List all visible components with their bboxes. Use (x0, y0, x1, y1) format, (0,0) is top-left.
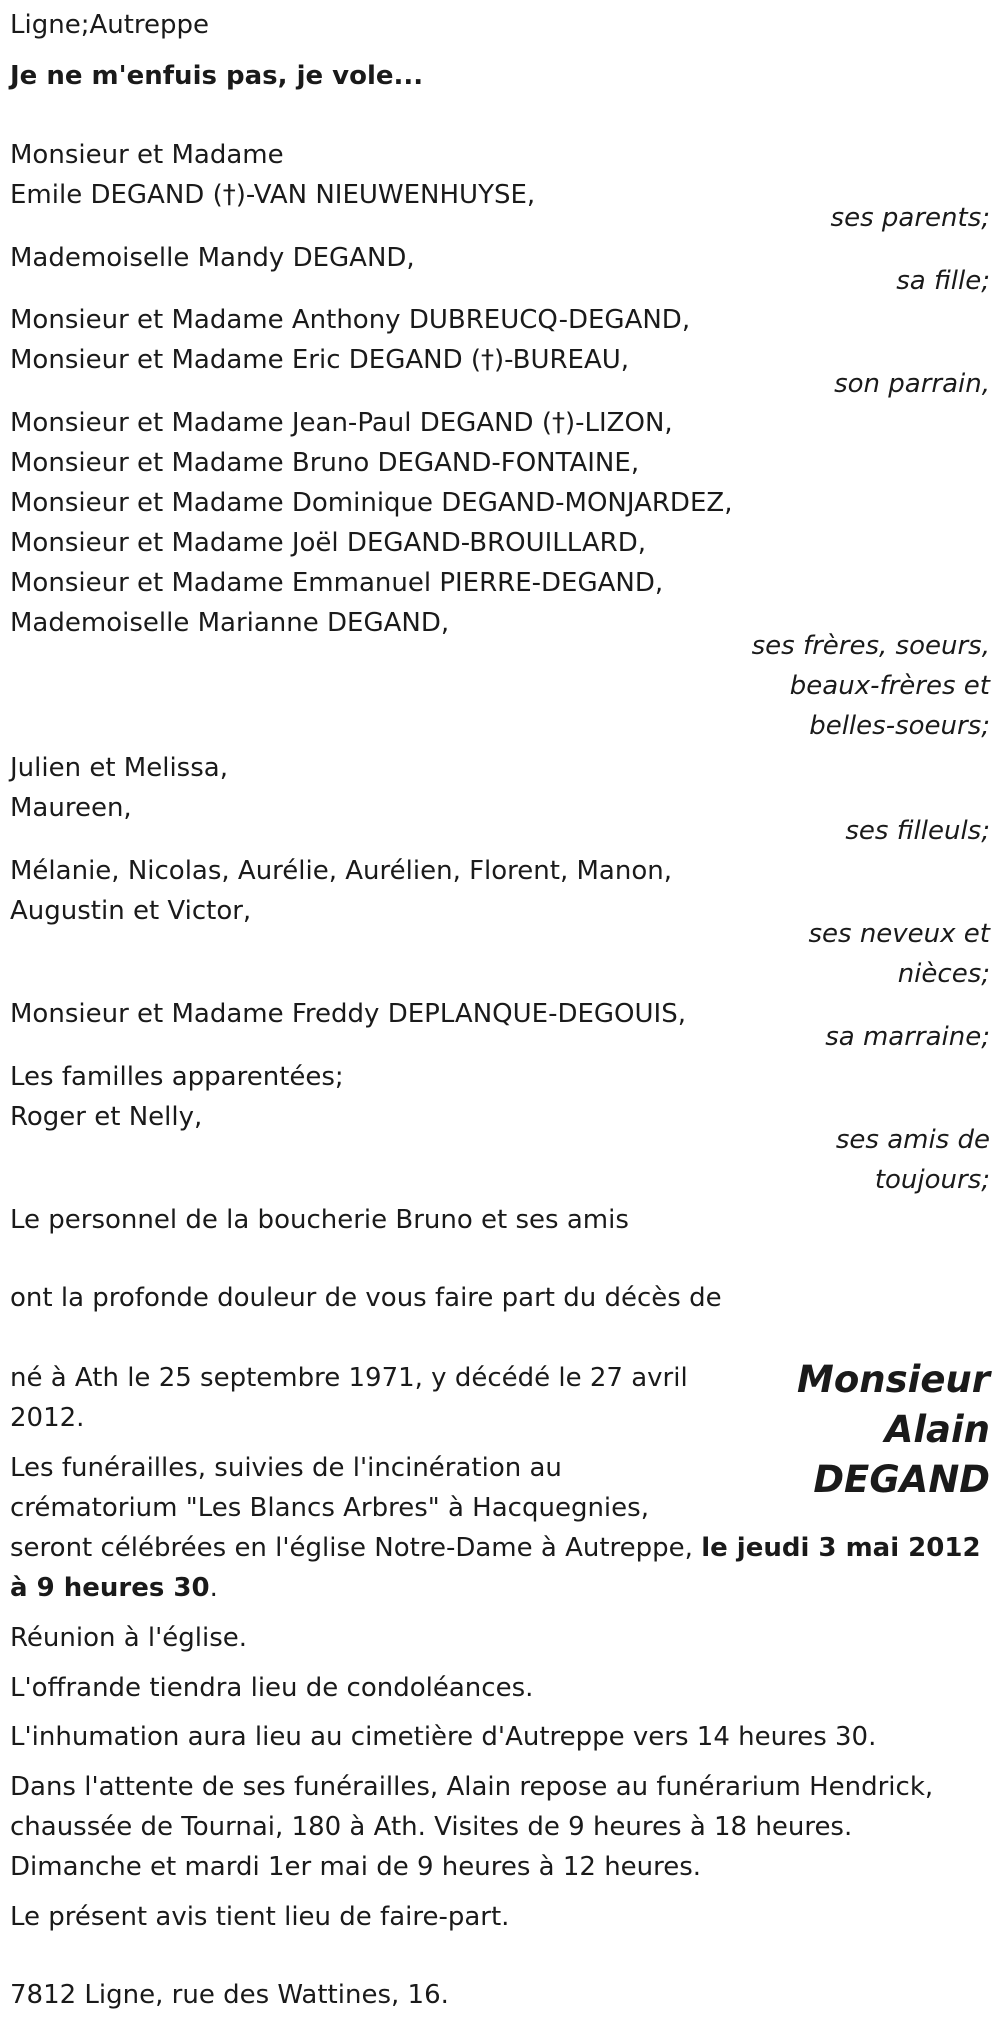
relation-label: sa fille; (896, 266, 990, 296)
family-line: Maureen, (10, 793, 132, 823)
family-line: Roger et Nelly, (10, 1102, 203, 1132)
quote-line: Je ne m'enfuis pas, je vole... (10, 61, 424, 91)
address-line: 7812 Ligne, rue des Wattines, 16. (10, 1980, 449, 2010)
funeral-place: seront célébrées en l'église Notre-Dame à Autreppe, (10, 1533, 702, 1563)
family-line: Monsieur et Madame Anthony DUBREUCQ-DEGAND, (10, 305, 691, 335)
deceased-last-name: DEGAND (813, 1458, 990, 1501)
relation-label: ses amis de (835, 1125, 990, 1155)
relation-label: sa marraine; (825, 1022, 990, 1052)
family-line: Monsieur et Madame (10, 140, 284, 170)
family-line: Monsieur et Madame Jean-Paul DEGAND (†)-LIZON, (10, 408, 673, 438)
funeral-date: le jeudi 3 mai 2012 (701, 1533, 981, 1563)
repose-line: chaussée de Tournai, 180 à Ath. Visites de 9 heures à 18 heures. (10, 1812, 853, 1842)
inhumation-paragraph: L'inhumation aura lieu au cimetière d'Autreppe vers 14 heures 30. (10, 1722, 877, 1752)
birth-line: né à Ath le 25 septembre 1971, y décédé le 27 avril (10, 1363, 688, 1393)
deceased-title: Monsieur (797, 1358, 990, 1401)
relation-label: nièces; (897, 959, 990, 989)
relation-label: beaux-frères et (789, 671, 990, 701)
family-line: Monsieur et Madame Emmanuel PIERRE-DEGAND, (10, 568, 664, 598)
relation-label: belles-soeurs; (809, 711, 990, 741)
funeral-line: Les funérailles, suivies de l'incinération au (10, 1453, 562, 1483)
deceased-first-name: Alain (884, 1408, 990, 1451)
family-line: Les familles apparentées; (10, 1062, 344, 1092)
relation-label: toujours; (874, 1165, 990, 1195)
family-line: Mélanie, Nicolas, Aurélie, Aurélien, Florent, Manon, (10, 856, 672, 886)
repose-line: Dans l'attente de ses funérailles, Alain repose au funérarium Hendrick, (10, 1772, 934, 1802)
reunion-paragraph: Réunion à l'église. (10, 1623, 248, 1653)
relation-label: ses filleuls; (845, 816, 990, 846)
family-line: Mademoiselle Marianne DEGAND, (10, 608, 450, 638)
funeral-period: . (209, 1573, 218, 1603)
offrande-paragraph: L'offrande tiendra lieu de condoléances. (10, 1673, 534, 1703)
family-line: Monsieur et Madame Dominique DEGAND-MONJARDEZ, (10, 488, 733, 518)
family-line: Julien et Melissa, (10, 753, 228, 783)
relation-label: ses parents; (830, 203, 990, 233)
relation-label: ses neveux et (808, 919, 990, 949)
avis-paragraph: Le présent avis tient lieu de faire-part. (10, 1902, 510, 1932)
family-line: Augustin et Victor, (10, 896, 252, 926)
announcement: ont la profonde douleur de vous faire part du décès de (10, 1283, 722, 1313)
family-line: Monsieur et Madame Joël DEGAND-BROUILLARD, (10, 528, 646, 558)
funeral-time: à 9 heures 30 (10, 1573, 210, 1603)
family-line: Monsieur et Madame Freddy DEPLANQUE-DEGOUIS, (10, 999, 686, 1029)
family-line: Monsieur et Madame Bruno DEGAND-FONTAINE, (10, 448, 640, 478)
relation-label: ses frères, soeurs, (751, 631, 990, 661)
funeral-line (10, 1528, 981, 1568)
family-line: Emile DEGAND (†)-VAN NIEUWENHUYSE, (10, 180, 536, 210)
family-line: Mademoiselle Mandy DEGAND, (10, 243, 415, 273)
family-line: Le personnel de la boucherie Bruno et ses amis (10, 1205, 629, 1235)
repose-line: Dimanche et mardi 1er mai de 9 heures à 12 heures. (10, 1852, 702, 1882)
location-line: Ligne;Autreppe (10, 10, 210, 40)
relation-label: son parrain, (834, 369, 990, 399)
family-line: Monsieur et Madame Eric DEGAND (†)-BUREAU, (10, 345, 630, 375)
funeral-line (10, 1568, 218, 1608)
birth-line: 2012. (10, 1403, 85, 1433)
funeral-line: crématorium "Les Blancs Arbres" à Hacquegnies, (10, 1493, 649, 1523)
